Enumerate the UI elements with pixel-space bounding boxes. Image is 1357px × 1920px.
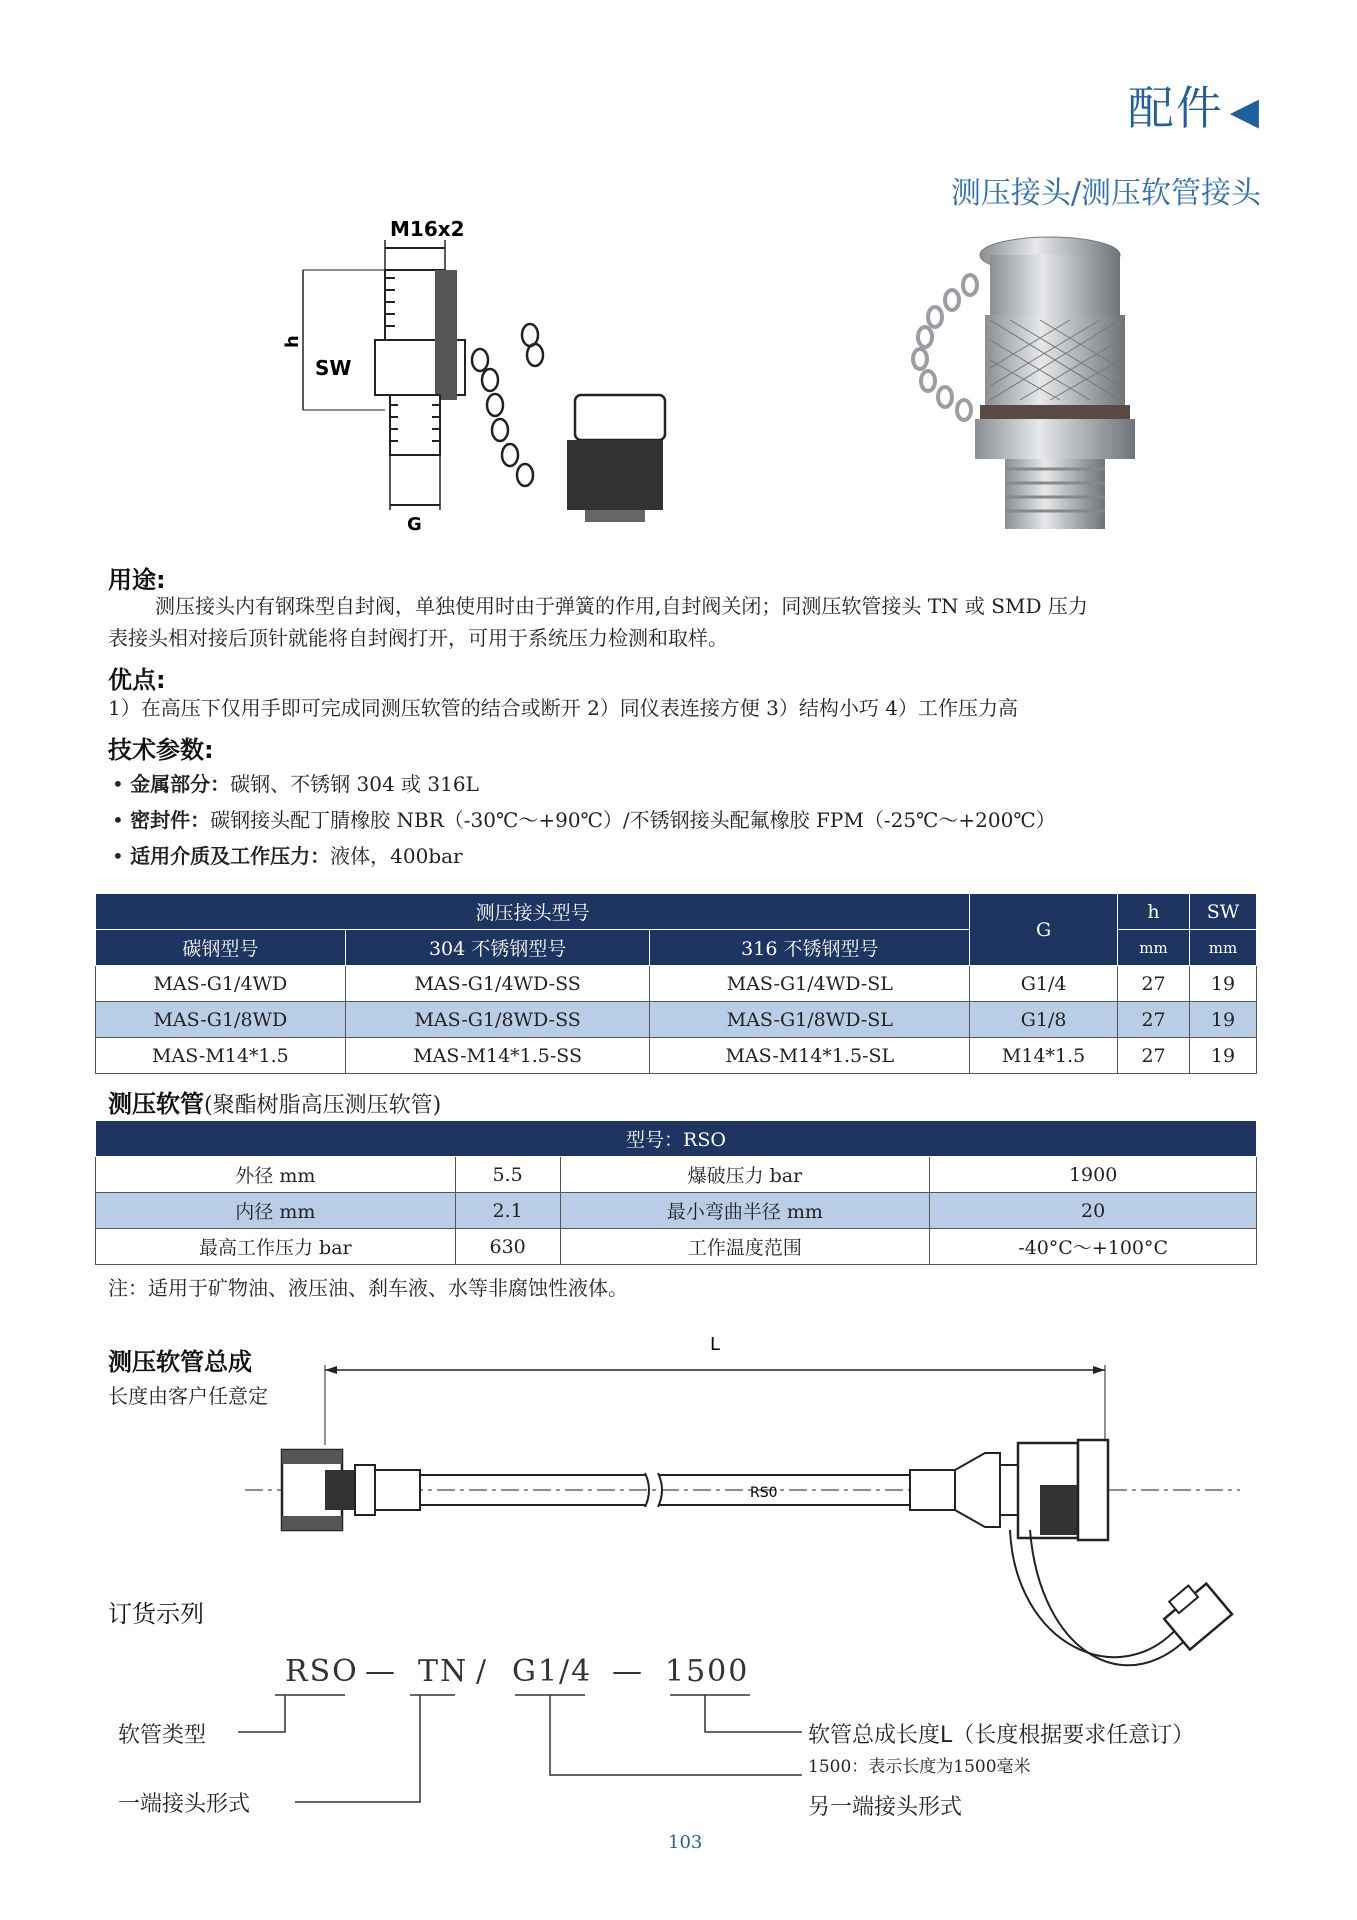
- page-number: 103: [668, 1832, 703, 1853]
- order-code-end2: G1/4: [512, 1654, 593, 1689]
- table-header: 测压接头型号: [96, 894, 970, 930]
- order-code-separator: /: [476, 1654, 489, 1689]
- table-row: MAS-M14*1.5 MAS-M14*1.5-SS MAS-M14*1.5-SL M14*1.5 27 19: [96, 1038, 1257, 1074]
- order-code-separator: —: [365, 1654, 397, 1689]
- advantages-heading: 优点:: [108, 666, 166, 694]
- tech-item: • 金属部分：碳钢、不锈钢 304 或 316L: [112, 772, 479, 796]
- order-heading: 订货示列: [108, 1600, 204, 1628]
- order-label-end2: 另一端接头形式: [808, 1795, 963, 1820]
- length-label: L: [710, 1334, 721, 1355]
- table-header: h: [1118, 894, 1190, 930]
- coupling-photo: [890, 235, 1160, 545]
- assembly-subtext: 长度由客户任意定: [108, 1384, 268, 1408]
- page-title: 配件 ◀: [1127, 81, 1261, 135]
- table-row: MAS-G1/8WD MAS-G1/8WD-SS MAS-G1/8WD-SL G1/8 27 19: [96, 1002, 1257, 1038]
- sw-label: SW: [315, 356, 352, 380]
- order-label-type: 软管类型: [118, 1723, 207, 1748]
- hose-heading: 测压软管(聚酯树脂高压测压软管): [108, 1090, 442, 1118]
- coupling-model-table: [95, 893, 1257, 1074]
- table-row: 最高工作压力 bar 630 工作温度范围 -40°C～+100°C: [96, 1229, 1257, 1265]
- h-label: h: [282, 335, 303, 348]
- usage-heading: 用途:: [108, 566, 166, 594]
- table-row: 内径 mm 2.1 最小弯曲半径 mm 20: [96, 1193, 1257, 1229]
- table-header: 316 不锈钢型号: [650, 930, 970, 966]
- table-row: MAS-G1/4WD MAS-G1/4WD-SS MAS-G1/4WD-SL G1/4 27 19: [96, 966, 1257, 1002]
- order-code-separator: —: [612, 1654, 644, 1689]
- table-header: G: [970, 894, 1118, 966]
- usage-text-2: 表接头相对接后顶针就能将自封阀打开，可用于系统压力检测和取样。: [108, 626, 728, 650]
- order-leader-lines: [230, 1690, 830, 1820]
- table-header: mm: [1190, 930, 1257, 966]
- table-header: SW: [1190, 894, 1257, 930]
- thread-label: M16x2: [390, 217, 465, 241]
- order-label-end1: 一端接头形式: [118, 1792, 251, 1817]
- order-label-length: 软管总成长度L（长度根据要求任意订）: [808, 1723, 1195, 1748]
- fluid-note: 注：适用于矿物油、液压油、刹车液、水等非腐蚀性液体。: [108, 1276, 628, 1300]
- assembly-heading: 测压软管总成: [108, 1348, 252, 1376]
- order-label-length-note: 1500：表示长度为1500毫米: [808, 1757, 1031, 1777]
- advantages-text: 1）在高压下仅用手即可完成同测压软管的结合或断开 2）同仪表连接方便 3）结构小巧 4）工作压力高: [108, 696, 1018, 720]
- table-header: 碳钢型号: [96, 930, 346, 966]
- section-subtitle: 测压接头/测压软管接头: [950, 176, 1261, 211]
- g-label: G: [407, 514, 422, 535]
- order-code-type: RSO: [285, 1654, 359, 1689]
- table-header: mm: [1118, 930, 1190, 966]
- table-header: 304 不锈钢型号: [345, 930, 650, 966]
- triangle-left-icon: ◀: [1229, 89, 1261, 133]
- order-code-end1: TN: [418, 1654, 469, 1689]
- usage-text-1: 测压接头内有钢珠型自封阀，单独使用时由于弹簧的作用,自封阀关闭；同测压软管接头 TN 或 SMD 压力: [155, 594, 1088, 618]
- hose-spec-table: [95, 1120, 1257, 1265]
- coupling-drawing: [282, 210, 685, 540]
- table-row: 外径 mm 5.5 爆破压力 bar 1900: [96, 1157, 1257, 1193]
- tech-item: • 密封件：碳钢接头配丁腈橡胶 NBR（-30℃～+90℃）/不锈钢接头配氟橡胶 FPM（-25℃～+200℃）: [112, 808, 1056, 832]
- hose-label: RS0: [750, 1485, 778, 1501]
- tech-item: • 适用介质及工作压力：液体，400bar: [112, 844, 463, 868]
- table-header: 型号：RSO: [96, 1121, 1257, 1157]
- tech-heading: 技术参数:: [108, 736, 214, 764]
- order-code-length: 1500: [665, 1654, 750, 1689]
